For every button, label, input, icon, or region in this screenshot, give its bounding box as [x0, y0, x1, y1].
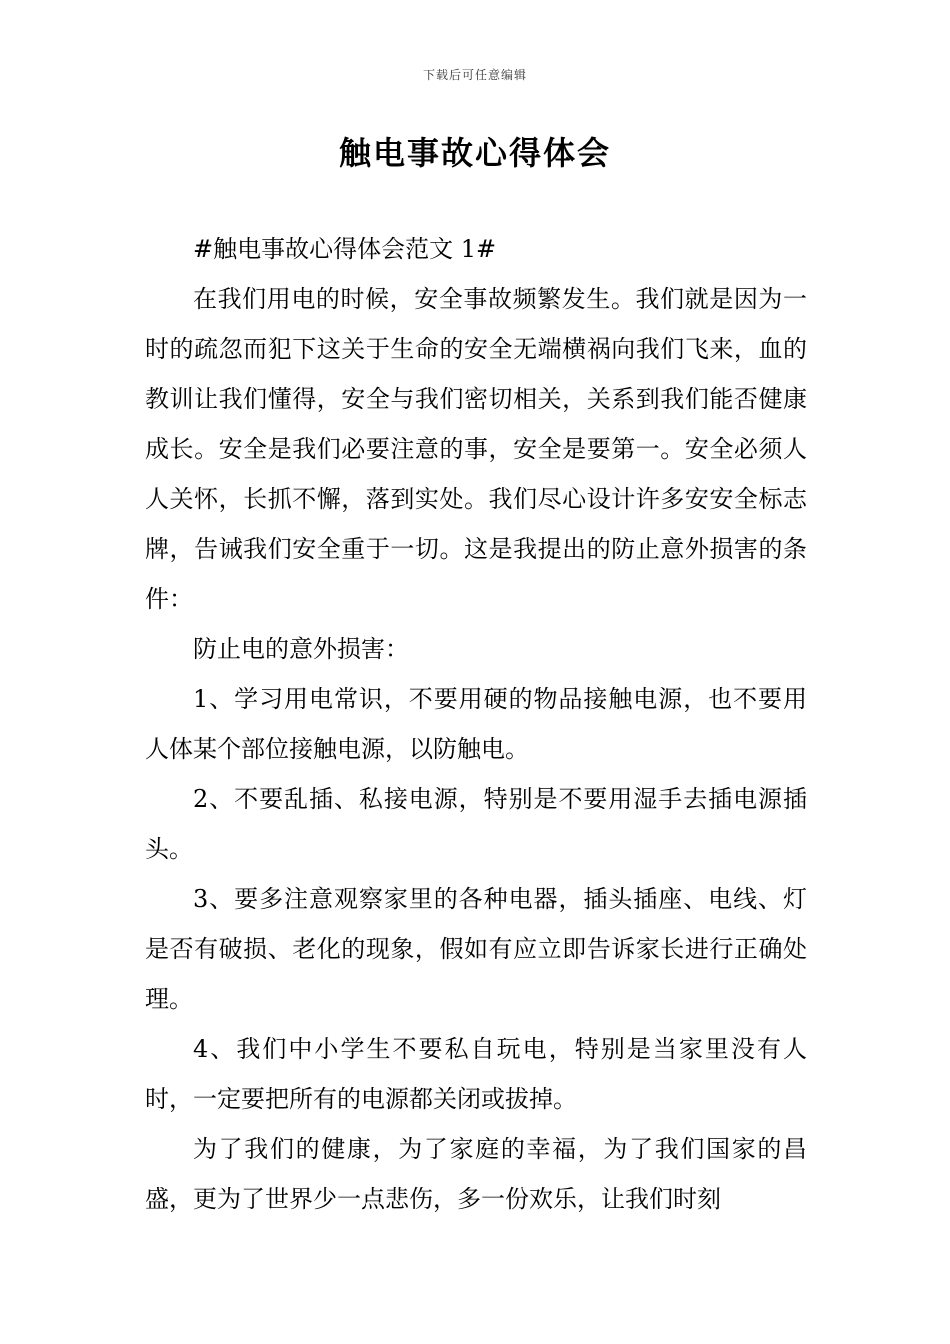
paragraph-section-heading: #触电事故心得体会范文 1#: [193, 235, 497, 263]
paragraph-intro: 在我们用电的时候，安全事故频繁发生。我们就是因为一时的疏忽而犯下这关于生命的安全无端横祸向我们飞来，血的教训让我们懂得，安全与我们密切相关，关系到我们能否健康成长。安全是我们必要注意的事，安全是要第一。安全必须人人关怀，长抓不懈，落到实处。我们尽心设计许多安安全标志牌，告诫我们安全重于一切。这是我提出的防止意外损害的条件：: [145, 285, 807, 613]
header-note: 下载后可任意编辑: [422, 68, 527, 82]
paragraph-subheading: 防止电的意外损害：: [193, 635, 409, 663]
paragraph-item-2: 2、不要乱插、私接电源，特别是不要用湿手去插电源插头。: [145, 785, 807, 863]
paragraph-item-1: 1、学习用电常识，不要用硬的物品接触电源，也不要用人体某个部位接触电源，以防触电。: [145, 685, 807, 763]
paragraph-item-3: 3、要多注意观察家里的各种电器，插头插座、电线、灯是否有破损、老化的现象，假如有应立即告诉家长进行正确处理。: [145, 885, 807, 1013]
document-title: 触电事故心得体会: [338, 134, 611, 172]
paragraph-closing: 为了我们的健康，为了家庭的幸福，为了我们国家的昌盛，更为了世界少一点悲伤，多一份欢乐，让我们时刻: [145, 1135, 807, 1213]
paragraph-item-4: 4、我们中小学生不要私自玩电，特别是当家里没有人时，一定要把所有的电源都关闭或拔掉。: [145, 1035, 807, 1113]
document-body: [145, 224, 807, 1224]
